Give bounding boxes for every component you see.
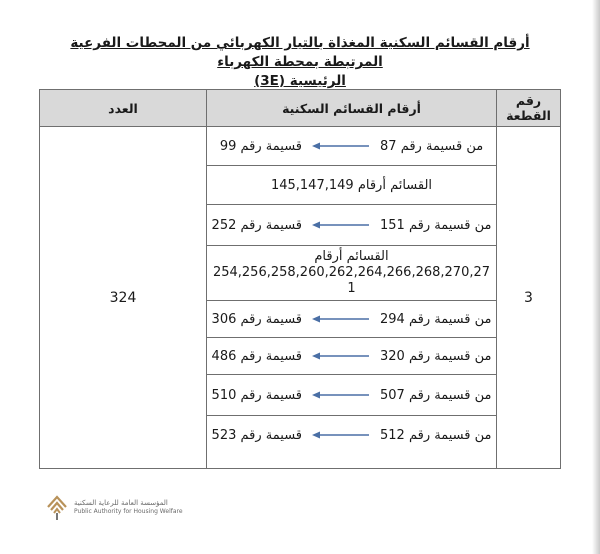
range-to: قسيمة رقم 99 <box>219 138 303 154</box>
housing-logo-icon <box>44 493 70 521</box>
unit-list: القسائم أرقام 254,256,258,260,262,264,266,268,270,27 1 <box>212 249 491 296</box>
range-to: قسيمة رقم 486 <box>211 348 303 364</box>
unit-range-row <box>207 205 496 246</box>
range-from: من قسيمة رقم 151 <box>380 217 492 233</box>
logo-arabic-name: المؤسسة العامة للرعاية السكنية <box>74 498 168 507</box>
range-to: قسيمة رقم 252 <box>211 217 303 233</box>
plot-number-cell: 3 <box>497 127 561 469</box>
range-from: من قسيمة رقم 87 <box>380 138 484 154</box>
range-from: من قسيمة رقم 320 <box>380 348 492 364</box>
logo-english-name: Public Authority for Housing Welfare <box>74 507 183 515</box>
table-header-row <box>40 90 561 127</box>
unit-range-row <box>207 416 496 454</box>
arrow-left-icon <box>312 220 370 230</box>
unit-list-row <box>207 166 496 205</box>
unit-list-row <box>207 246 496 301</box>
range-from: من قسيمة رقم 512 <box>380 427 492 443</box>
arrow-left-icon <box>312 314 370 324</box>
title-line-1: أرقام القسائم السكنية المغذاة بالتيار الكهربائي من المحطات الفرعية المرتبطة بمحطة الكهرباء <box>70 35 530 70</box>
document-title <box>40 34 560 91</box>
unit-range-row <box>207 338 496 375</box>
units-list <box>207 127 496 454</box>
page-edge-shadow <box>592 0 600 554</box>
unit-range-row <box>207 127 496 166</box>
header-count: العدد <box>40 90 207 127</box>
range-to: قسيمة رقم 306 <box>211 311 303 327</box>
range-from: من قسيمة رقم 294 <box>380 311 492 327</box>
units-cell <box>207 127 497 469</box>
residential-units-table <box>39 89 561 469</box>
header-plot: رقم القطعة <box>497 90 561 127</box>
arrow-left-icon <box>312 141 370 151</box>
count-cell: 324 <box>40 127 207 469</box>
unit-range-row <box>207 375 496 416</box>
arrow-left-icon <box>312 430 370 440</box>
arrow-left-icon <box>312 351 370 361</box>
range-to: قسيمة رقم 510 <box>211 387 303 403</box>
header-units: أرقام القسائم السكنية <box>207 90 497 127</box>
unit-list: القسائم أرقام 145,147,149 <box>270 177 433 193</box>
arrow-left-icon <box>312 390 370 400</box>
title-line-2: الرئيسية (3E) <box>254 73 346 89</box>
unit-range-row <box>207 301 496 338</box>
range-to: قسيمة رقم 523 <box>211 427 303 443</box>
table-row <box>40 127 561 469</box>
range-from: من قسيمة رقم 507 <box>380 387 492 403</box>
organization-logo <box>44 492 183 522</box>
